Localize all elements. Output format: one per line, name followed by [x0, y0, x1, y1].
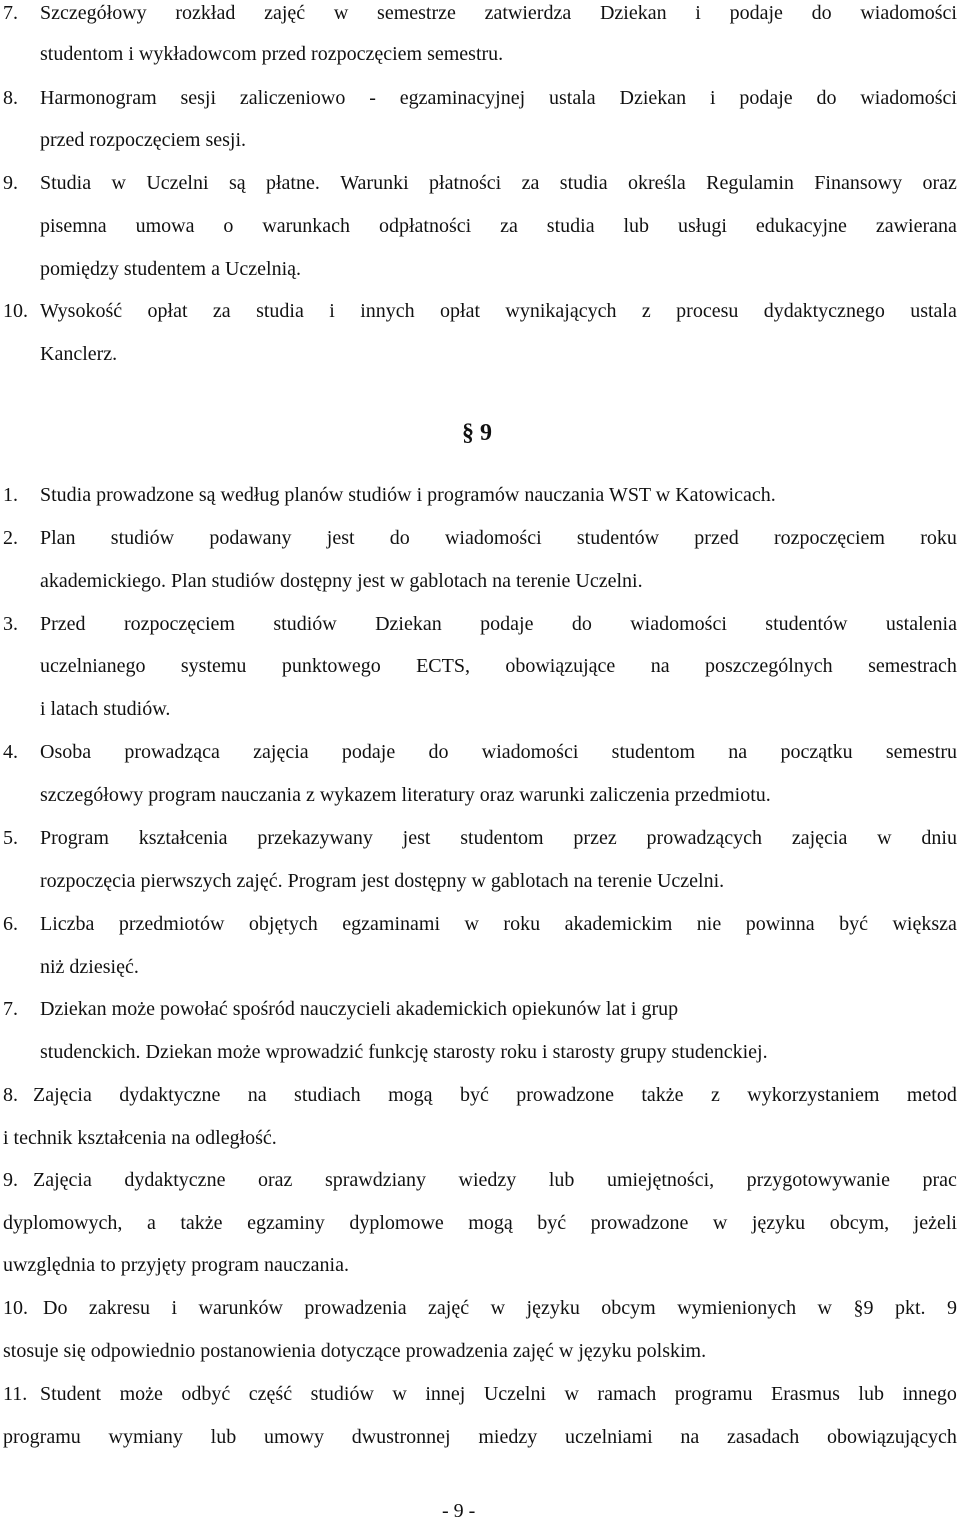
- word: obowiązujące: [505, 655, 616, 677]
- word: Liczba: [40, 913, 95, 935]
- word: prowadzących: [646, 827, 763, 849]
- word: semestru: [885, 741, 957, 763]
- word: programu: [674, 1383, 753, 1405]
- word: Uczelni: [146, 172, 209, 194]
- word: do: [816, 87, 837, 109]
- word: przygotowywanie: [746, 1169, 890, 1191]
- word: ustalenia: [885, 613, 957, 635]
- word: Dziekan: [599, 2, 667, 24]
- word: dydaktyczne: [124, 1169, 226, 1191]
- page-number: - 9 -: [442, 1500, 476, 1522]
- word: Erasmus: [771, 1383, 840, 1405]
- word: Studia: [40, 172, 92, 194]
- word: języku: [526, 1297, 580, 1319]
- list-item-line: i latach studiów.: [40, 698, 171, 720]
- word: jeżeli: [913, 1212, 957, 1234]
- word: wiadomości: [860, 87, 957, 109]
- word: i: [695, 2, 701, 24]
- word: zajęć: [428, 1297, 470, 1319]
- list-item-line: rozpoczęcia pierwszych zajęć. Program jest dostępny w gablotach na terenie Uczelni.: [40, 870, 725, 892]
- list-item-number: 5.: [3, 827, 18, 849]
- word: powinna: [745, 913, 815, 935]
- word: lub: [548, 1169, 575, 1191]
- word: i: [709, 87, 716, 109]
- word: odbyć: [181, 1383, 231, 1405]
- word: z: [710, 1084, 720, 1106]
- word: edukacyjne: [755, 215, 847, 237]
- word: poszczególnych: [704, 655, 833, 677]
- list-item-number: 4.: [3, 741, 18, 763]
- section-heading: § 9: [462, 420, 492, 446]
- word: do: [811, 2, 832, 24]
- word: rozkład: [175, 2, 236, 24]
- word: programu: [3, 1426, 81, 1448]
- word: wymiany: [108, 1426, 183, 1448]
- word: Wysokość: [40, 300, 123, 322]
- word: dniu: [921, 827, 957, 849]
- word: zasadach: [727, 1426, 800, 1448]
- word: o: [223, 215, 234, 237]
- word: roku: [503, 913, 541, 935]
- word: podaje: [739, 87, 793, 109]
- word: Szczegółowy: [40, 2, 147, 24]
- word: warunkach: [262, 215, 351, 237]
- word: w: [333, 2, 349, 24]
- word: studiach: [294, 1084, 361, 1106]
- word: być: [459, 1084, 489, 1106]
- word: Osoba: [40, 741, 92, 763]
- word: Przed: [40, 613, 86, 635]
- word: pisemna: [40, 215, 107, 237]
- word: pkt.: [894, 1297, 926, 1319]
- word: zawierana: [875, 215, 957, 237]
- word: być: [839, 913, 868, 935]
- word: Dziekan: [375, 613, 442, 635]
- list-item-line: [40, 1384, 957, 1404]
- word: §9: [853, 1297, 874, 1319]
- list-item-line: uwzględnia to przyjęty program nauczania.: [3, 1254, 349, 1276]
- word: objętych: [248, 913, 318, 935]
- word: płatne.: [266, 172, 320, 194]
- word: usługi: [677, 215, 727, 237]
- list-item-line: [40, 656, 957, 676]
- word: za: [500, 215, 518, 237]
- list-item-line: szczegółowy program nauczania z wykazem literatury oraz warunki zaliczenia przedmiotu.: [40, 784, 771, 806]
- word: innego: [902, 1383, 957, 1405]
- word: także: [641, 1084, 684, 1106]
- list-item-line: [40, 828, 957, 848]
- word: opłat: [147, 300, 188, 322]
- word: za: [521, 172, 540, 194]
- word: lub: [858, 1383, 884, 1405]
- word: i: [171, 1297, 178, 1319]
- word: dydaktycznego: [763, 300, 885, 322]
- list-item-number: 10.: [3, 300, 28, 322]
- word: procesu: [676, 300, 739, 322]
- word: z: [641, 300, 651, 322]
- list-item-line: [43, 1298, 957, 1318]
- word: określa: [627, 172, 686, 194]
- word: warunków: [198, 1297, 283, 1319]
- list-item-line: [3, 1427, 957, 1447]
- word: na: [728, 741, 748, 763]
- word: zajęcia: [253, 741, 309, 763]
- word: kształcenia: [138, 827, 228, 849]
- word: ramach: [597, 1383, 657, 1405]
- word: w: [490, 1297, 506, 1319]
- list-item-number: 10.: [3, 1297, 28, 1319]
- word: podaje: [341, 741, 396, 763]
- word: systemu: [180, 655, 247, 677]
- list-item-number: 8.: [3, 1084, 18, 1106]
- word: wiadomości: [860, 2, 957, 24]
- word: studia: [256, 300, 304, 322]
- list-item-line: studenckich. Dziekan może wprowadzić funkcję starosty roku i starosty grupy studenckiej.: [40, 1041, 768, 1063]
- word: przekazywany: [257, 827, 373, 849]
- word: wykorzystaniem: [747, 1084, 880, 1106]
- word: umiejętności,: [606, 1169, 715, 1191]
- word: prowadzone: [516, 1084, 614, 1106]
- list-item-line: [40, 3, 957, 23]
- word: w: [111, 172, 126, 194]
- list-item-line: [3, 1213, 957, 1233]
- list-item-line: [40, 528, 957, 548]
- list-item-number: 2.: [3, 527, 18, 549]
- word: za: [212, 300, 231, 322]
- list-item-line: Dziekan może powołać spośród nauczycieli akademickich opiekunów lat i grup: [40, 998, 679, 1020]
- word: prowadząca: [124, 741, 220, 763]
- word: rozpoczęciem: [773, 527, 885, 549]
- word: Plan: [40, 527, 76, 549]
- word: do: [389, 527, 410, 549]
- word: lub: [210, 1426, 237, 1448]
- word: rozpoczęciem: [123, 613, 235, 635]
- list-item-line: [40, 216, 957, 236]
- word: języku: [751, 1212, 806, 1234]
- word: podaje: [729, 2, 783, 24]
- word: obowiązujących: [826, 1426, 957, 1448]
- word: przez: [573, 827, 617, 849]
- list-item-line: pomiędzy studentem a Uczelnią.: [40, 258, 302, 280]
- word: studiów: [273, 613, 337, 635]
- word: studia: [559, 172, 608, 194]
- word: Finansowy: [814, 172, 903, 194]
- word: -: [369, 87, 376, 109]
- word: studiów: [310, 1383, 374, 1405]
- word: roku: [920, 527, 957, 549]
- word: Do: [43, 1297, 68, 1319]
- word: ustala: [910, 300, 957, 322]
- word: studiów: [110, 527, 175, 549]
- word: wiadomości: [630, 613, 727, 635]
- list-item-line: i technik kształcenia na odległość.: [3, 1127, 277, 1149]
- word: wiedzy: [458, 1169, 517, 1191]
- word: w: [712, 1212, 728, 1234]
- word: początku: [780, 741, 853, 763]
- word: Student: [40, 1383, 102, 1405]
- word: zajęć: [264, 2, 306, 24]
- word: Regulamin: [706, 172, 794, 194]
- word: mogą: [468, 1212, 513, 1234]
- word: studia: [546, 215, 595, 237]
- word: dyplomowych,: [3, 1212, 123, 1234]
- word: innych: [360, 300, 415, 322]
- word: obcym,: [829, 1212, 890, 1234]
- word: oraz: [257, 1169, 293, 1191]
- list-item-number: 6.: [3, 913, 18, 935]
- word: nie: [696, 913, 722, 935]
- word: dydaktyczne: [119, 1084, 221, 1106]
- word: prowadzone: [590, 1212, 689, 1234]
- word: studentów: [576, 527, 660, 549]
- word: oraz: [922, 172, 957, 194]
- list-item-line: [40, 914, 957, 934]
- word: i: [329, 300, 335, 322]
- word: mogą: [388, 1084, 433, 1106]
- list-item-line: Kanclerz.: [40, 343, 118, 365]
- word: studentom: [611, 741, 696, 763]
- word: sprawdziany: [324, 1169, 427, 1191]
- word: egzaminacyjnej: [399, 87, 526, 109]
- list-item-number: 3.: [3, 613, 18, 635]
- word: zaliczeniowo: [239, 87, 346, 109]
- word: 9: [946, 1297, 957, 1319]
- word: Uczelni: [483, 1383, 546, 1405]
- word: także: [180, 1212, 223, 1234]
- word: innej: [425, 1383, 466, 1405]
- list-item-line: niż dziesięć.: [40, 956, 139, 978]
- word: zatwierdza: [484, 2, 572, 24]
- list-item-line: [40, 301, 957, 321]
- list-item-line: [33, 1085, 957, 1105]
- list-item-number: 7.: [3, 998, 18, 1020]
- word: Program: [40, 827, 109, 849]
- word: prowadzenia: [304, 1297, 407, 1319]
- list-item-line: [40, 614, 957, 634]
- word: część: [248, 1383, 293, 1405]
- word: podawany: [209, 527, 292, 549]
- word: uczelnianego: [40, 655, 146, 677]
- list-item-number: 11.: [3, 1383, 28, 1405]
- word: Zajęcia: [33, 1084, 92, 1106]
- word: Warunki: [340, 172, 409, 194]
- list-item-number: 7.: [3, 2, 18, 24]
- word: odpłatności: [378, 215, 472, 237]
- word: w: [564, 1383, 579, 1405]
- word: ECTS,: [416, 655, 470, 677]
- word: miedzy: [478, 1426, 538, 1448]
- word: uczelniami: [564, 1426, 653, 1448]
- list-item-number: 1.: [3, 484, 18, 506]
- word: zakresu: [88, 1297, 150, 1319]
- word: umowa: [135, 215, 195, 237]
- list-item-number: 9.: [3, 172, 18, 194]
- word: może: [119, 1383, 163, 1405]
- word: lub: [623, 215, 650, 237]
- word: semestrach: [868, 655, 957, 677]
- word: punktowego: [281, 655, 381, 677]
- word: egzaminy: [247, 1212, 325, 1234]
- list-item-line: [40, 742, 957, 762]
- list-item-number: 8.: [3, 87, 18, 109]
- word: zajęcia: [791, 827, 848, 849]
- list-item-line: przed rozpoczęciem sesji.: [40, 129, 247, 151]
- list-item-line: akademickiego. Plan studiów dostępny jest w gablotach na terenie Uczelni.: [40, 570, 643, 592]
- word: dwustronnej: [351, 1426, 451, 1448]
- word: dyplomowe: [349, 1212, 444, 1234]
- word: studentom: [460, 827, 544, 849]
- list-item-line: [40, 88, 957, 108]
- word: sesji: [180, 87, 217, 109]
- word: na: [680, 1426, 700, 1448]
- word: być: [537, 1212, 567, 1234]
- list-item-line: stosuje się odpowiednio postanowienia dotyczące prowadzenia zajęć w języku polskim.: [3, 1340, 707, 1362]
- word: wiadomości: [444, 527, 542, 549]
- word: umowy: [263, 1426, 324, 1448]
- list-item-line: [40, 173, 957, 193]
- word: a: [146, 1212, 156, 1234]
- word: studentów: [765, 613, 848, 635]
- word: wymienionych: [677, 1297, 797, 1319]
- list-item-line: Studia prowadzone są według planów studiów i programów nauczania WST w Katowicach.: [40, 484, 776, 506]
- word: Zajęcia: [33, 1169, 92, 1191]
- word: przed: [694, 527, 739, 549]
- word: w: [817, 1297, 832, 1319]
- word: wiadomości: [481, 741, 579, 763]
- word: są: [228, 172, 246, 194]
- word: ustala: [549, 87, 596, 109]
- word: przedmiotów: [118, 913, 225, 935]
- word: prac: [922, 1169, 957, 1191]
- word: metod: [906, 1084, 957, 1106]
- word: semestrze: [377, 2, 456, 24]
- word: większa: [892, 913, 957, 935]
- word: do: [428, 741, 449, 763]
- word: w: [877, 827, 892, 849]
- word: płatności: [429, 172, 502, 194]
- word: w: [392, 1383, 407, 1405]
- word: Harmonogram: [40, 87, 157, 109]
- word: na: [247, 1084, 267, 1106]
- word: w: [464, 913, 479, 935]
- word: wynikających: [505, 300, 617, 322]
- word: Dziekan: [619, 87, 687, 109]
- word: obcym: [601, 1297, 656, 1319]
- list-item-line: [33, 1170, 957, 1190]
- word: podaje: [480, 613, 534, 635]
- word: jest: [326, 527, 355, 549]
- word: opłat: [440, 300, 481, 322]
- list-item-line: studentom i wykładowcom przed rozpoczęciem semestru.: [40, 43, 504, 65]
- word: jest: [402, 827, 431, 849]
- word: akademickim: [564, 913, 673, 935]
- word: do: [571, 613, 592, 635]
- list-item-number: 9.: [3, 1169, 18, 1191]
- word: egzaminami: [342, 913, 440, 935]
- word: na: [650, 655, 670, 677]
